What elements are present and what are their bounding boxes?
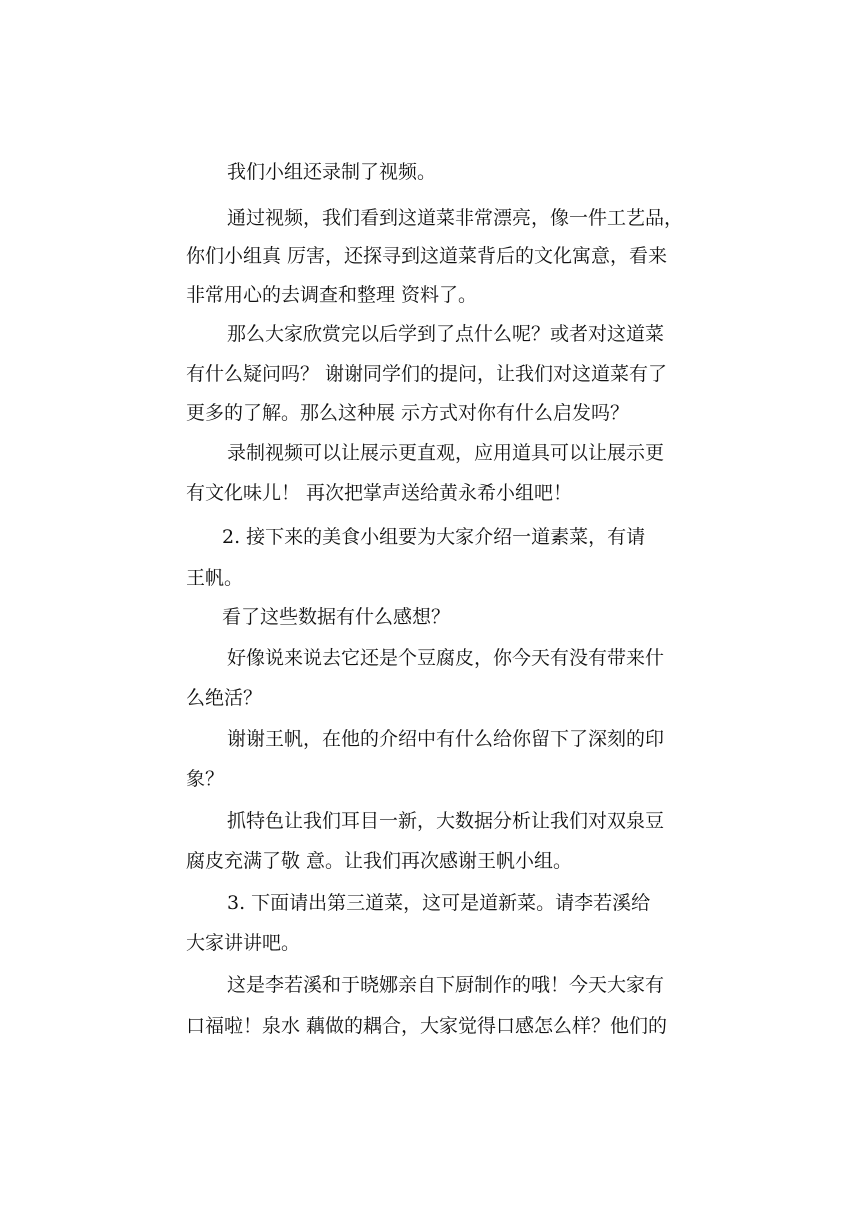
text-line: 你们小组真 厉害，还探寻到这道菜背后的文化寓意，看来 (186, 245, 668, 267)
text-line: 录制视频可以让展示更直观，应用道具可以让展示更 (227, 442, 665, 464)
text-line: 有文化味儿！ 再次把掌声送给黄永希小组吧！ (186, 482, 573, 504)
text-line: 谢谢王帆，在他的介绍中有什么给你留下了深刻的印 (227, 728, 665, 750)
text-line: 非常用心的去调查和整理 资料了。 (186, 284, 478, 306)
text-line: 那么大家欣赏完以后学到了点什么呢？或者对这道菜 (227, 323, 665, 345)
text-line: 我们小组还录制了视频。 (227, 161, 437, 183)
text-line: 王帆。 (186, 567, 244, 589)
text-line: 好像说来说去它还是个豆腐皮，你今天有没有带来什 (227, 647, 665, 669)
text-line: 口福啦！泉水 藕做的耦合，大家觉得口感怎么样？他们的 (186, 1015, 668, 1037)
text-line: 看了这些数据有什么感想？ (222, 606, 451, 628)
text-line: 3. 下面请出第三道菜，这可是道新菜。请李若溪给 (227, 892, 651, 914)
text-line: 大家讲讲吧。 (186, 932, 301, 954)
text-line: 通过视频，我们看到这道菜非常漂亮，像一件工艺品， (227, 207, 684, 229)
text-line: 有什么疑问吗？ 谢谢同学们的提问，让我们对这道菜有了 (186, 363, 668, 385)
text-line: 腐皮充满了敬 意。让我们再次感谢王帆小组。 (186, 850, 573, 872)
text-line: 2. 接下来的美食小组要为大家介绍一道素菜，有请 (222, 526, 646, 548)
text-line: 象？ (186, 768, 225, 790)
text-line: 抓特色让我们耳目一新，大数据分析让我们对双泉豆 (227, 810, 665, 832)
text-line: 么绝活？ (186, 687, 263, 709)
text-line: 这是李若溪和于晓娜亲自下厨制作的哦！今天大家有 (227, 974, 665, 996)
text-line: 更多的了解。那么这种展 示方式对你有什么启发吗？ (186, 402, 630, 424)
